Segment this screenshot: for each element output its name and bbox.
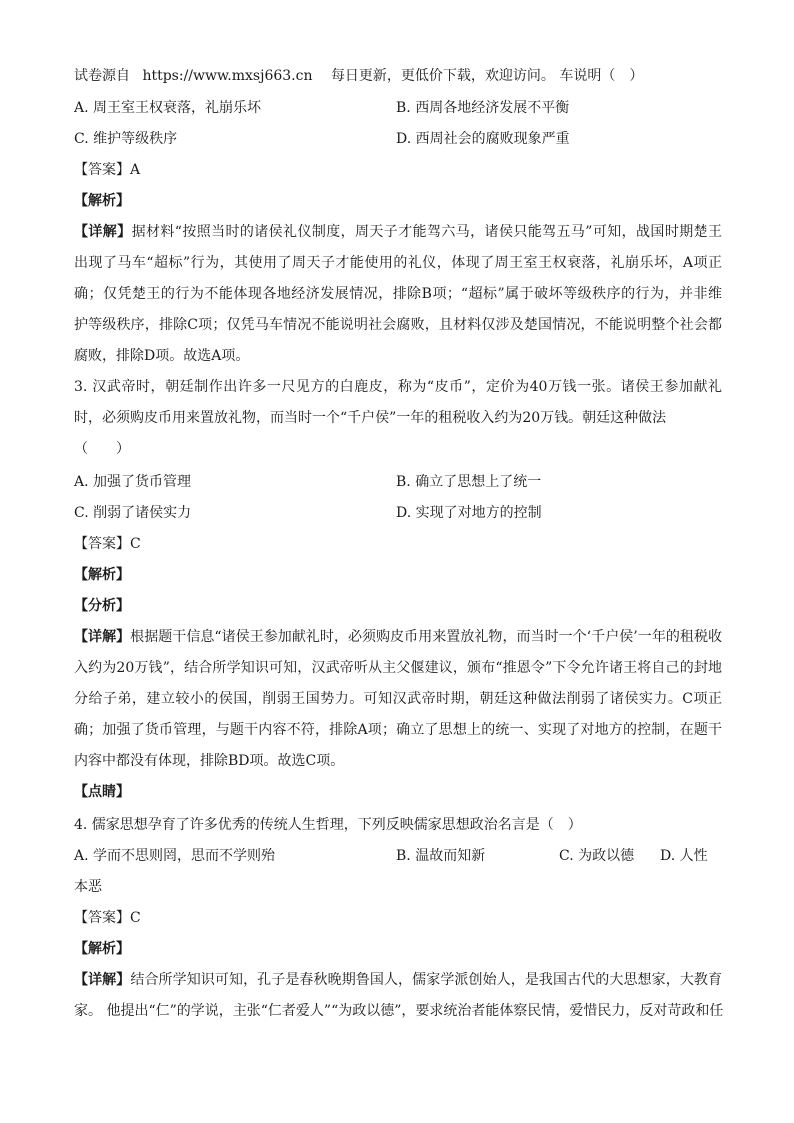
header-notice: 每日更新，更低价下载，欢迎访问。	[330, 68, 555, 84]
q3-option-b: B. 确立了思想上了统一	[396, 474, 542, 490]
q4-option-d: D. 人性	[660, 848, 708, 864]
q4-option-b: B. 温故而知新	[396, 848, 486, 864]
q3-stem-blank: （ ）	[74, 441, 130, 457]
q2-stem-tail: 车说明（ ）	[559, 68, 644, 84]
q2-detail-line	[74, 222, 722, 242]
q3-option-c: C. 削弱了诸侯实力	[74, 505, 192, 521]
q2-option-c: C. 维护等级秩序	[74, 131, 178, 147]
q2-detail-line: 腐败，排除D项。故选A项。	[74, 348, 250, 364]
q2-option-b: B. 西周各地经济发展不平衡	[396, 100, 570, 116]
q3-answer: 【答案】C	[74, 536, 141, 552]
q4-answer: 【答案】C	[74, 910, 141, 926]
q4-option-a: A. 学而不思则罔，思而不学则殆	[74, 848, 276, 864]
q3-fenxi-heading: 【分析】	[74, 598, 130, 614]
q2-option-d: D. 西周社会的腐败现象严重	[396, 131, 570, 147]
q4-option-c: C. 为政以德	[559, 848, 635, 864]
source-url-link[interactable]: https://www.mxsj663.cn	[142, 68, 313, 84]
q2-answer: 【答案】A	[74, 162, 141, 178]
q3-detail-text: 根据题干信息“诸侯王参加献礼时，必须购皮币用来置放礼物，而当时一个‘千户侯’一年的租税收	[130, 629, 722, 645]
q4-option-d-wrap: 本恶	[74, 879, 102, 895]
q2-detail-line: 确；仅凭楚王的行为不能体现各地经济发展情况，排除B项；“超标”属于破坏等级秩序的行为，并非维	[74, 286, 722, 302]
q3-detail-line: 入约为20万钱”，结合所学知识可知，汉武帝听从主父偃建议，颁布“推恩令”下令允许诸王将自己的封地	[74, 660, 722, 676]
q4-detail-line: 家。 他提出“仁”的学说，主张“仁者爱人”“为政以德”，要求统治者能体察民情，爱惜民力，反对苛政和任	[74, 1003, 724, 1019]
q2-analysis-heading: 【解析】	[74, 193, 130, 209]
q3-detail-tag: 【详解】	[74, 629, 131, 645]
q3-option-d: D. 实现了对地方的控制	[396, 505, 542, 521]
q2-option-a: A. 周王室王权衰落，礼崩乐坏	[74, 100, 262, 116]
q3-dianjing-heading: 【点睛】	[74, 784, 130, 800]
q3-detail-line: 确；加强了货币管理，与题干内容不符，排除A项；确立了思想上的统一、实现了对地方的控制，在题干	[74, 722, 722, 738]
q3-stem-line: 时，必须购皮币用来置放礼物，而当时一个“千户侯”一年的租税收入约为20万钱。朝廷这种做法	[74, 410, 667, 426]
q3-detail-line: 内容中都没有体现，排除BD项。故选C项。	[74, 753, 345, 769]
q4-detail-line	[74, 970, 722, 990]
q2-detail-text: 据材料“按照当时的诸侯礼仪制度，周天子才能驾六马，诸侯只能驾五马”可知，战国时期楚王	[131, 224, 723, 240]
q3-detail-line: 分给子弟，建立较小的侯国，削弱王国势力。可知汉武帝时期，朝廷这种做法削弱了诸侯实力。C项正	[74, 691, 722, 707]
q3-stem-line: 3. 汉武帝时，朝廷制作出许多一尺见方的白鹿皮，称为“皮币”，定价为40万钱一张。诸侯王参加献礼	[74, 379, 722, 395]
q3-analysis-heading: 【解析】	[74, 567, 130, 583]
source-label: 试卷源自	[74, 68, 130, 84]
q2-detail-line: 护等级秩序，排除C项；仅凭马车情况不能说明社会腐败，且材料仅涉及楚国情况，不能说明整个社会都	[74, 317, 722, 333]
q4-detail-tag: 【详解】	[74, 972, 131, 988]
q3-option-a: A. 加强了货币管理	[74, 474, 192, 490]
q4-analysis-heading: 【解析】	[74, 941, 130, 957]
q2-detail-tag: 【详解】	[74, 224, 132, 240]
q4-detail-text: 结合所学知识可知，孔子是春秋晚期鲁国人，儒家学派创始人，是我国古代的大思想家，大教育	[130, 972, 723, 988]
q2-detail-line: 出现了马车“超标”行为，其使用了周天子才能使用的礼仪，体现了周王室王权衰落，礼崩乐坏，A项正	[74, 255, 722, 271]
q3-detail-line	[74, 627, 722, 647]
header-line	[74, 66, 722, 86]
q4-stem: 4. 儒家思想孕育了许多优秀的传统人生哲理，下列反映儒家思想政治名言是（ ）	[74, 817, 582, 833]
